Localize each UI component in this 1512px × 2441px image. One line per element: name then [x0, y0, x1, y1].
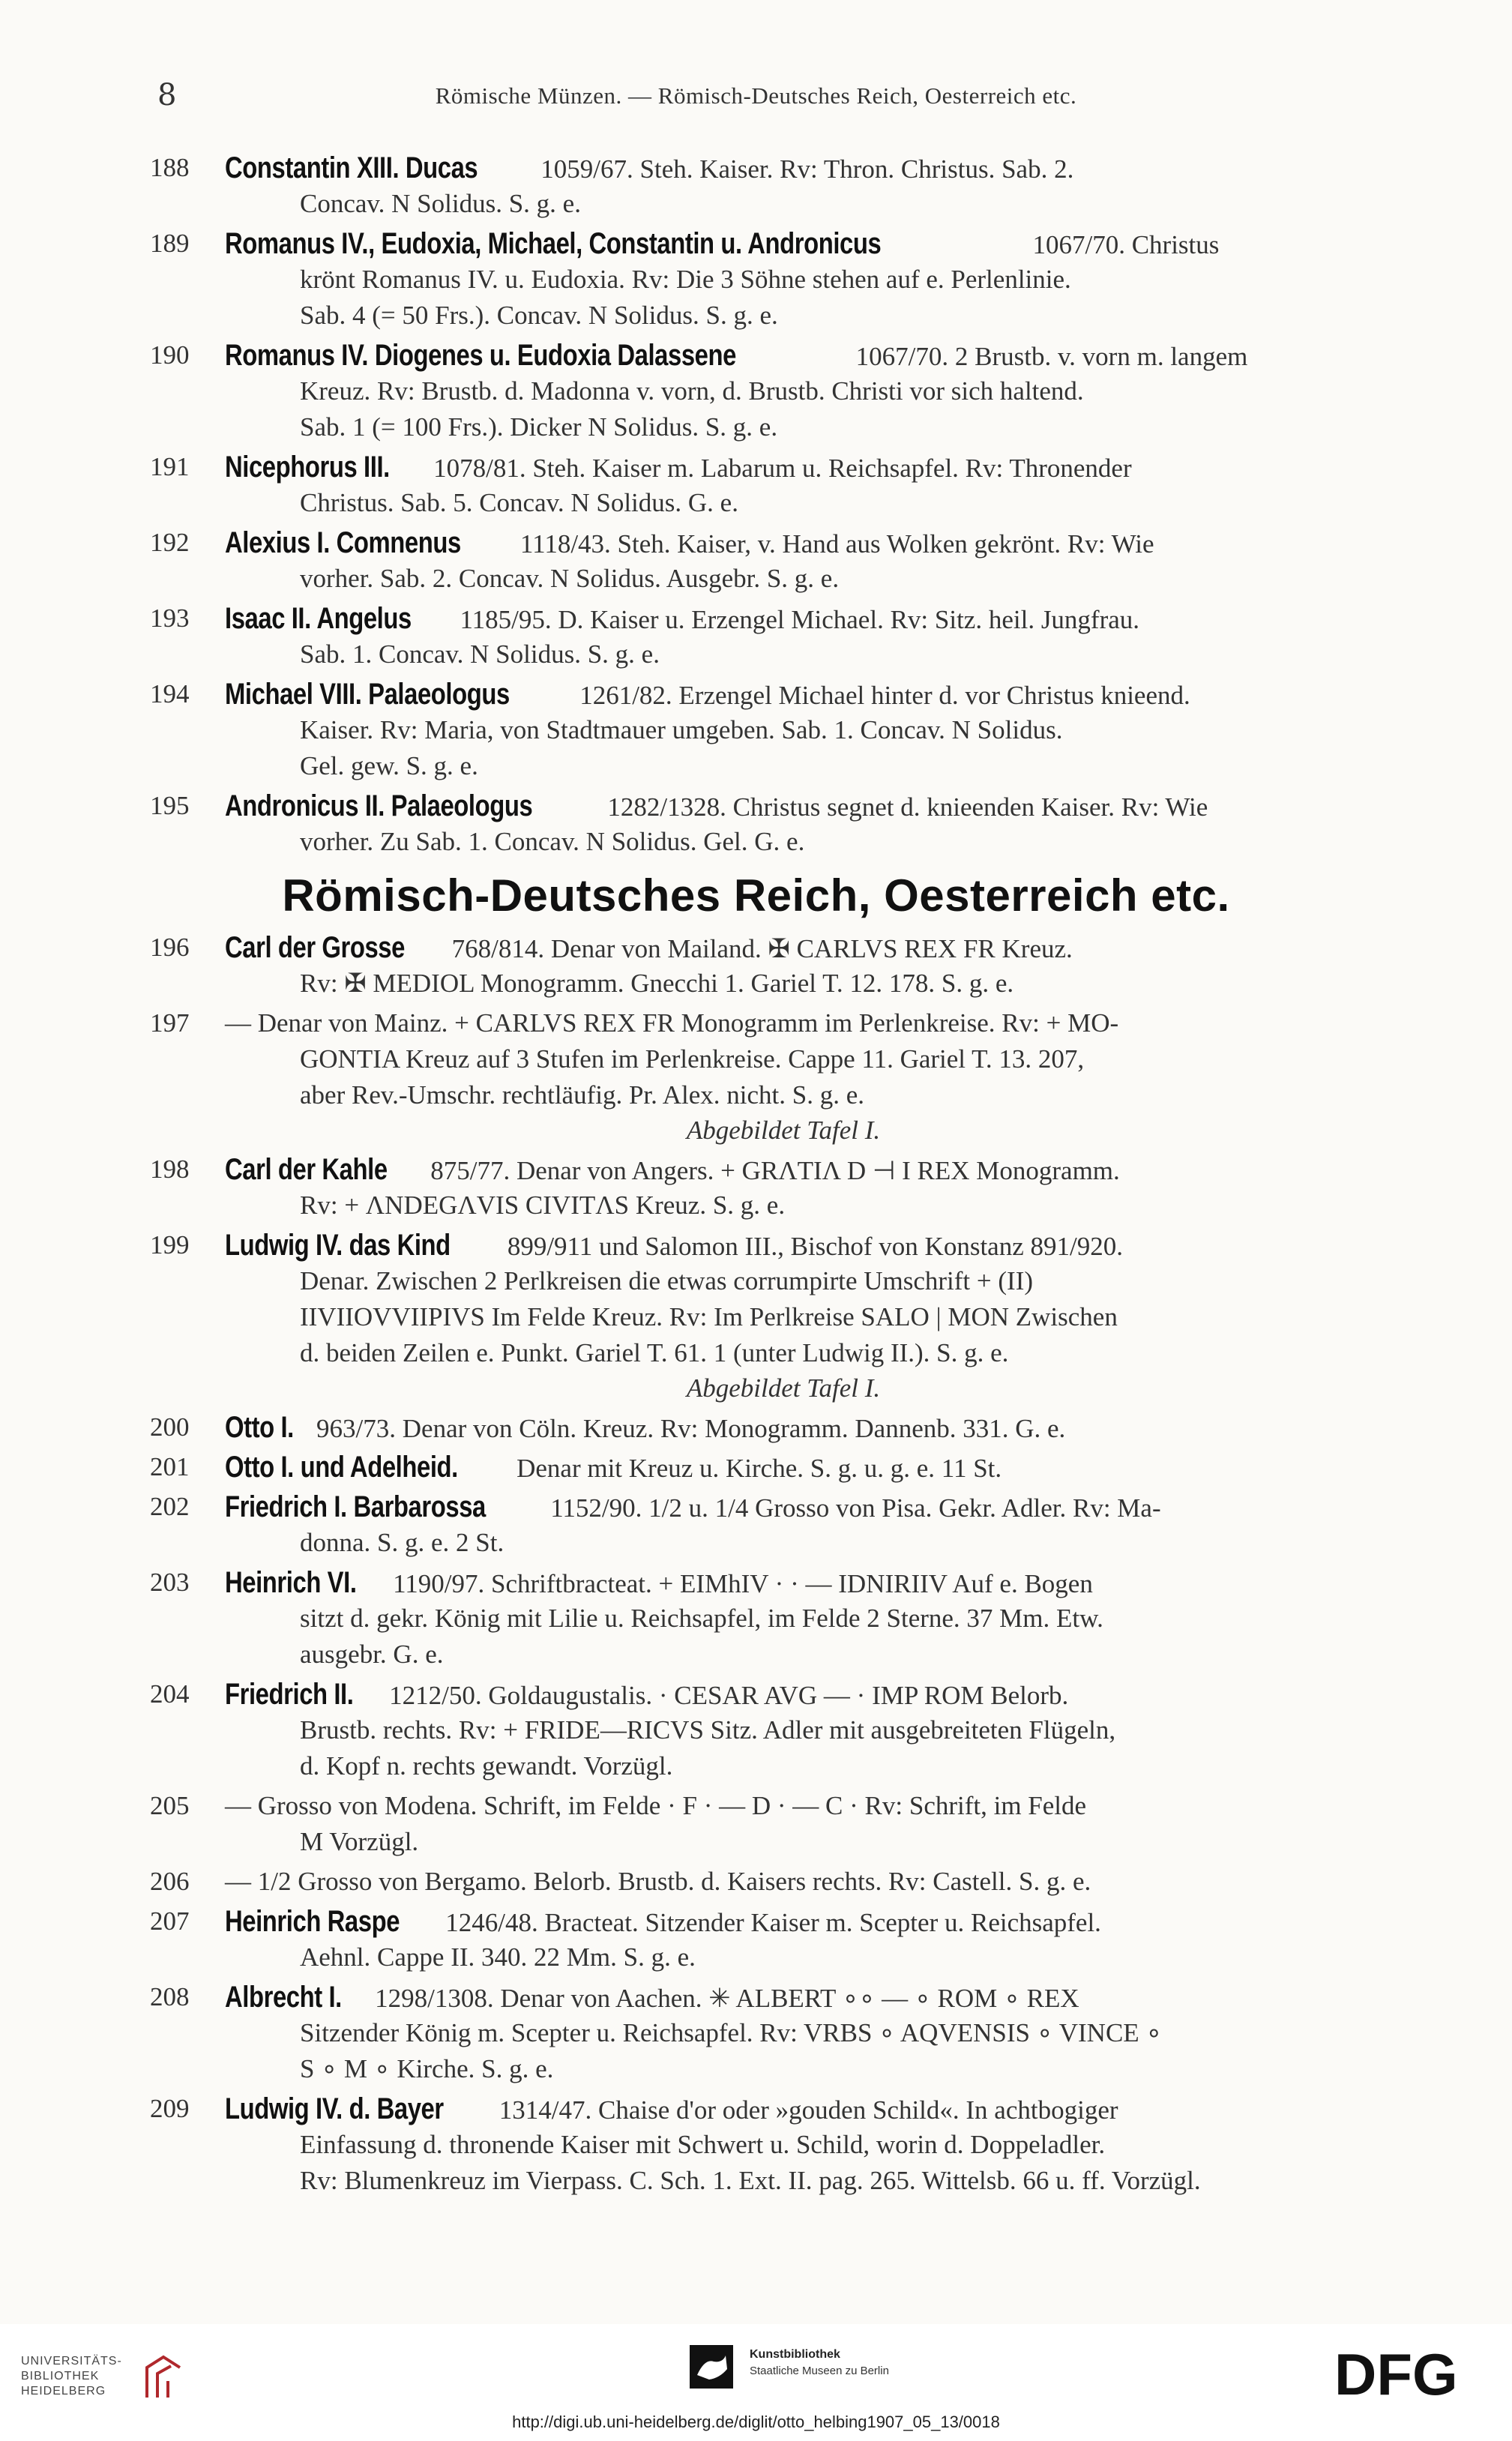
- lot-number: 209: [150, 2094, 190, 2123]
- entry-line: [150, 1299, 1417, 1335]
- entry-line: [150, 1335, 1417, 1371]
- ruler-name: Friedrich II.: [225, 1678, 354, 1711]
- entry-line: [150, 712, 1417, 748]
- lot-number: 188: [150, 153, 190, 182]
- running-head: [0, 75, 1512, 112]
- entry-text: 1282/1328. Christus segnet d. knieenden Kaiser. Rv: Wie: [607, 792, 1208, 822]
- catalog-entry: [150, 1449, 1417, 1485]
- ruler-name: Constantin XIII. Ducas: [225, 151, 478, 184]
- plate-caption: Abgebildet Tafel I.: [686, 1373, 881, 1403]
- entry-line: [150, 2051, 1417, 2087]
- catalog-entry: [150, 1489, 1417, 1561]
- lot-number: 193: [150, 604, 190, 633]
- ruler-name: Albrecht I.: [225, 1981, 342, 2014]
- entry-text: Kaiser. Rv: Maria, von Stadtmauer umgeben. Sab. 1. Concav. N Solidus.: [300, 715, 1063, 744]
- catalog-entry: [150, 1788, 1417, 1860]
- entry-text: vorher. Sab. 2. Concav. N Solidus. Ausgebr. S. g. e.: [300, 564, 840, 593]
- lot-number: 189: [150, 229, 190, 258]
- entry-text: S ∘ M ∘ Kirche. S. g. e.: [300, 2054, 554, 2083]
- eagle-icon: [690, 2345, 733, 2389]
- catalog-entry: [150, 449, 1417, 521]
- entry-line: [150, 1041, 1417, 1077]
- lot-number: 199: [150, 1230, 190, 1259]
- lot-number: 194: [150, 679, 190, 708]
- entry-text: d. beiden Zeilen e. Punkt. Gariel T. 61. 1 (unter Ludwig II.). S. g. e.: [300, 1338, 1009, 1367]
- entry-line: [150, 449, 1417, 485]
- catalog-entry: [150, 1979, 1417, 2087]
- ruler-name: Romanus IV., Eudoxia, Michael, Constantin u. Andronicus: [225, 227, 882, 260]
- entry-text: — Grosso von Modena. Schrift, im Felde · F · — D · — C · Rv: Schrift, im Felde: [225, 1791, 1087, 1820]
- entry-text: 875/77. Denar von Angers. + GRΛTIΛ D ⊣ I REX Monogramm.: [430, 1156, 1120, 1185]
- entry-text: sitzt d. gekr. König mit Lilie u. Reichsapfel, im Felde 2 Sterne. 37 Mm. Etw.: [300, 1604, 1103, 1633]
- page-footer: [0, 2324, 1512, 2441]
- entry-text: Rv: ✠ MEDIOL Monogramm. Gnecchi 1. Gariel T. 12. 178. S. g. e.: [300, 969, 1014, 998]
- entry-line: [150, 1152, 1417, 1188]
- entry-line: [150, 561, 1417, 597]
- catalog-entry: [150, 1152, 1417, 1223]
- lot-number: 202: [150, 1492, 190, 1521]
- entry-text: Sab. 4 (= 50 Frs.). Concav. N Solidus. S. g. e.: [300, 301, 778, 330]
- ruler-name: Ludwig IV. das Kind: [225, 1229, 451, 1262]
- entry-line: [150, 2127, 1417, 2163]
- entry-text: Rv: Blumenkreuz im Vierpass. C. Sch. 1. Ext. II. pag. 265. Wittelsb. 66 u. ff. Vorzügl.: [300, 2166, 1201, 2195]
- entry-line: [150, 1864, 1417, 1900]
- entry-line: [150, 1449, 1417, 1485]
- catalog-entries-byzantine: [150, 150, 1417, 864]
- entry-line: [150, 1525, 1417, 1561]
- ruler-name: Alexius I. Comnenus: [225, 526, 461, 559]
- plate-caption: Abgebildet Tafel I.: [686, 1116, 881, 1145]
- entry-text: 1067/70. Christus: [1032, 230, 1220, 259]
- entry-line: [150, 636, 1417, 672]
- entry-text: 963/73. Denar von Cöln. Kreuz. Rv: Monogramm. Dannenb. 331. G. e.: [316, 1414, 1066, 1443]
- entry-text: krönt Romanus IV. u. Eudoxia. Rv: Die 3 Söhne stehen auf e. Perlenlinie.: [300, 265, 1071, 294]
- entry-line: [150, 298, 1417, 334]
- entry-text: 1246/48. Bracteat. Sitzender Kaiser m. Scepter u. Reichsapfel.: [445, 1908, 1101, 1937]
- entry-text: Sab. 1. Concav. N Solidus. S. g. e.: [300, 639, 660, 669]
- entry-line: [150, 930, 1417, 966]
- ruler-name: Heinrich Raspe: [225, 1905, 400, 1938]
- lot-number: 195: [150, 791, 190, 820]
- entry-text: 899/911 und Salomon III., Bischof von Konstanz 891/920.: [507, 1232, 1123, 1261]
- lot-number: 191: [150, 452, 190, 481]
- lot-number: 205: [150, 1791, 190, 1820]
- ruler-name: Isaac II. Angelus: [225, 602, 412, 635]
- entry-text: ausgebr. G. e.: [300, 1640, 444, 1669]
- entry-text: aber Rev.-Umschr. rechtläufig. Pr. Alex. nicht. S. g. e.: [300, 1080, 864, 1110]
- ruler-name: Otto I.: [225, 1411, 294, 1444]
- source-url-link[interactable]: http://digi.ub.uni-heidelberg.de/diglit/otto_helbing1907_05_13/0018: [512, 2413, 1000, 2431]
- catalog-entry: [150, 2091, 1417, 2199]
- catalog-entry: [150, 525, 1417, 597]
- entry-line: [150, 1409, 1417, 1445]
- lot-number: 192: [150, 528, 190, 557]
- entry-text: 768/814. Denar von Mailand. ✠ CARLVS REX FR Kreuz.: [451, 934, 1073, 963]
- ruler-name: Heinrich VI.: [225, 1566, 357, 1599]
- entry-text: M Vorzügl.: [300, 1827, 419, 1856]
- entry-line: [150, 2163, 1417, 2199]
- entry-text: — 1/2 Grosso von Bergamo. Belorb. Brustb. d. Kaisers rechts. Rv: Castell. S. g. e.: [225, 1867, 1091, 1896]
- lot-number: 200: [150, 1412, 190, 1442]
- ruler-name: Michael VIII. Palaeologus: [225, 678, 510, 711]
- catalog-entry: [150, 226, 1417, 334]
- catalog-entry: [150, 1903, 1417, 1975]
- entry-text: 1190/97. Schriftbracteat. + EIMhIV · · — IDNIRIIV Auf e. Bogen: [393, 1569, 1093, 1598]
- entry-line: [150, 1676, 1417, 1712]
- lot-number: 190: [150, 340, 190, 370]
- entry-line: [150, 337, 1417, 373]
- svg-text:DFG: DFG: [1334, 2345, 1458, 2405]
- entry-line: [150, 1188, 1417, 1223]
- ruler-name: Carl der Kahle: [225, 1153, 388, 1186]
- entry-text: Rv: + ΛNDEGΛVIS CIVITΛS Kreuz. S. g. e.: [300, 1191, 786, 1220]
- kunstbibliothek-subtitle: Staatliche Museen zu Berlin: [750, 2365, 889, 2377]
- entry-line: [150, 2015, 1417, 2051]
- entry-line: [150, 601, 1417, 636]
- entry-text: 1314/47. Chaise d'or oder »gouden Schild«. In achtbogiger: [499, 2095, 1118, 2125]
- entry-text: Denar. Zwischen 2 Perlkreisen die etwas corrumpirte Umschrift + (II): [300, 1266, 1034, 1295]
- entry-line: [150, 1227, 1417, 1263]
- entry-text: vorher. Zu Sab. 1. Concav. N Solidus. Gel. G. e.: [300, 827, 805, 856]
- ruler-name: Ludwig IV. d. Bayer: [225, 2092, 444, 2125]
- entry-text: Concav. N Solidus. S. g. e.: [300, 189, 581, 218]
- entry-text: GONTIA Kreuz auf 3 Stufen im Perlenkreise. Cappe 11. Gariel T. 13. 207,: [300, 1044, 1085, 1074]
- catalog-entries-roman-german: [150, 930, 1417, 2203]
- entry-line: [150, 485, 1417, 521]
- entry-text: Christus. Sab. 5. Concav. N Solidus. G. e.: [300, 488, 738, 517]
- entry-line: [150, 525, 1417, 561]
- entry-text: Sab. 1 (= 100 Frs.). Dicker N Solidus. S. g. e.: [300, 412, 778, 442]
- page-number: 8: [157, 78, 177, 112]
- catalog-entry: [150, 1227, 1417, 1406]
- entry-line: [150, 2091, 1417, 2127]
- entry-line: [150, 373, 1417, 409]
- entry-line: [150, 1489, 1417, 1525]
- entry-text: Denar mit Kreuz u. Kirche. S. g. u. g. e. 11 St.: [516, 1454, 1002, 1483]
- entry-line: [150, 1005, 1417, 1041]
- entry-line: [150, 262, 1417, 298]
- entry-text: 1078/81. Steh. Kaiser m. Labarum u. Reichsapfel. Rv: Thronender: [433, 454, 1132, 483]
- lot-number: 196: [150, 933, 190, 962]
- entry-text: 1152/90. 1/2 u. 1/4 Grosso von Pisa. Gekr. Adler. Rv: Ma-: [550, 1493, 1161, 1523]
- entry-line: [150, 1824, 1417, 1860]
- entry-line: [150, 1788, 1417, 1824]
- entry-line: [150, 788, 1417, 824]
- entry-line: [150, 1712, 1417, 1748]
- entry-line: [150, 1077, 1417, 1113]
- entry-text: Einfassung d. thronende Kaiser mit Schwert u. Schild, worin d. Doppeladler.: [300, 2130, 1106, 2159]
- entry-text: donna. S. g. e. 2 St.: [300, 1528, 504, 1557]
- running-title: Römische Münzen. — Römisch-Deutsches Reich, Oesterreich etc.: [435, 82, 1077, 109]
- catalog-entry: [150, 676, 1417, 784]
- entry-text: 1212/50. Goldaugustalis. · CESAR AVG — · IMP ROM Belorb.: [389, 1681, 1069, 1710]
- catalog-entry: [150, 150, 1417, 222]
- entry-text: Aehnl. Cappe II. 340. 22 Mm. S. g. e.: [300, 1942, 696, 1972]
- entry-line: [150, 748, 1417, 784]
- entry-text: 1118/43. Steh. Kaiser, v. Hand aus Wolken gekrönt. Rv: Wie: [519, 529, 1154, 559]
- catalog-entry: [150, 1864, 1417, 1900]
- catalog-entry: [150, 788, 1417, 860]
- entry-line: [150, 1601, 1417, 1637]
- entry-text: Gel. gew. S. g. e.: [300, 751, 478, 780]
- entry-text: Sitzender König m. Scepter u. Reichsapfel. Rv: VRBS ∘ AQVENSIS ∘ VINCE ∘: [300, 2018, 1163, 2047]
- entry-line: [150, 1979, 1417, 2015]
- entry-text: 1261/82. Erzengel Michael hinter d. vor Christus knieend.: [579, 681, 1190, 710]
- lot-number: 201: [150, 1452, 190, 1481]
- university-emblem-icon: [141, 2351, 186, 2404]
- kunstbibliothek-logo: [690, 2345, 960, 2390]
- entry-line: [150, 1637, 1417, 1673]
- entry-text: — Denar von Mainz. + CARLVS REX FR Monogramm im Perlenkreise. Rv: + MO-: [225, 1008, 1119, 1038]
- catalog-entry: [150, 1676, 1417, 1784]
- ruler-name: Andronicus II. Palaeologus: [225, 789, 533, 822]
- ruler-name: Friedrich I. Barbarossa: [225, 1490, 486, 1523]
- entry-line: [150, 1903, 1417, 1939]
- catalog-entry: [150, 1565, 1417, 1673]
- entry-line: [150, 1263, 1417, 1299]
- kunstbibliothek-name: Kunstbibliothek: [750, 2348, 840, 2361]
- lot-number: 203: [150, 1568, 190, 1597]
- entry-line: [150, 966, 1417, 1002]
- entry-line: [150, 676, 1417, 712]
- entry-line: [150, 1939, 1417, 1975]
- catalog-entry: [150, 1005, 1417, 1148]
- catalog-entry: [150, 337, 1417, 445]
- university-library-name: UNIVERSITÄTS- BIBLIOTHEK HEIDELBERG: [21, 2355, 122, 2398]
- entry-text: 1185/95. D. Kaiser u. Erzengel Michael. Rv: Sitz. heil. Jungfrau.: [460, 605, 1140, 634]
- lot-number: 206: [150, 1867, 190, 1896]
- ruler-name: Otto I. und Adelheid.: [225, 1451, 458, 1484]
- lot-number: 198: [150, 1155, 190, 1184]
- lot-number: 207: [150, 1906, 190, 1936]
- catalog-entry: [150, 1409, 1417, 1445]
- ruler-name: Nicephorus III.: [225, 451, 390, 484]
- entry-text: Kreuz. Rv: Brustb. d. Madonna v. vorn, d. Brustb. Christi vor sich haltend.: [300, 376, 1084, 406]
- entry-text: 1298/1308. Denar von Aachen. ✳ ALBERT ∘∘ — ∘ ROM ∘ REX: [375, 1984, 1079, 2013]
- entry-text: IIVIIOVVIIPIVS Im Felde Kreuz. Rv: Im Perlkreise SALO | MON Zwischen: [300, 1302, 1118, 1331]
- entry-line: [150, 1565, 1417, 1601]
- entry-text: d. Kopf n. rechts gewandt. Vorzügl.: [300, 1751, 673, 1781]
- section-title: Römisch-Deutsches Reich, Oesterreich etc.: [282, 870, 1230, 921]
- dfg-logo: [1334, 2345, 1492, 2405]
- lot-number: 208: [150, 1982, 190, 2011]
- entry-line: [150, 409, 1417, 445]
- ruler-name: Romanus IV. Diogenes u. Eudoxia Dalassene: [225, 339, 736, 372]
- entry-line: [150, 1748, 1417, 1784]
- catalog-entry: [150, 601, 1417, 672]
- entry-line: [150, 226, 1417, 262]
- entry-text: 1059/67. Steh. Kaiser. Rv: Thron. Christus. Sab. 2.: [540, 154, 1074, 184]
- entry-line: [150, 824, 1417, 860]
- entry-line: [150, 186, 1417, 222]
- entry-text: 1067/70. 2 Brustb. v. vorn m. langem: [855, 342, 1248, 371]
- lot-number: 204: [150, 1679, 190, 1709]
- university-library-logo: [21, 2345, 201, 2413]
- ruler-name: Carl der Grosse: [225, 931, 405, 964]
- lot-number: 197: [150, 1008, 190, 1038]
- entry-text: Brustb. rechts. Rv: + FRIDE—RICVS Sitz. Adler mit ausgebreiteten Flügeln,: [300, 1715, 1116, 1745]
- catalog-entry: [150, 930, 1417, 1002]
- entry-line: [150, 150, 1417, 186]
